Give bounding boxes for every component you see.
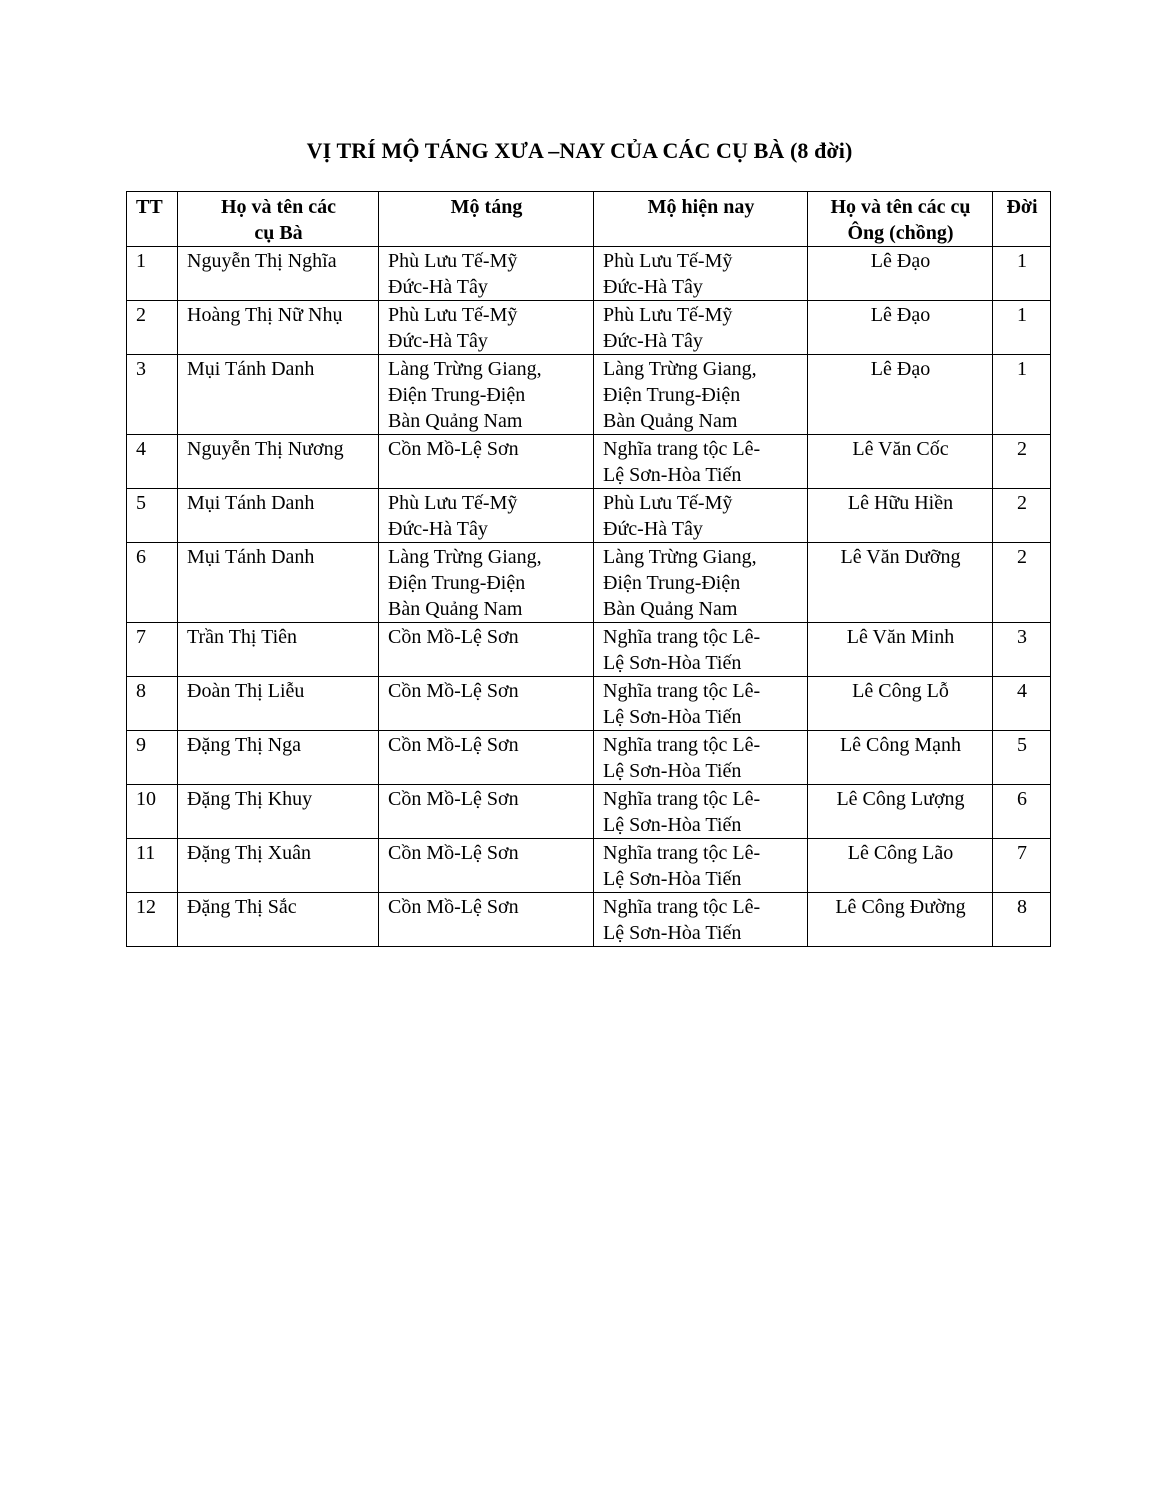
- cell-tt: 10: [127, 785, 178, 839]
- cell-name: Mụi Tánh Danh: [178, 355, 379, 435]
- table-header-row: [127, 192, 1051, 247]
- cell-husband: Lê Đạo: [808, 247, 993, 301]
- cell-tt: 8: [127, 677, 178, 731]
- table-row: [127, 785, 1051, 839]
- table-row: [127, 839, 1051, 893]
- cell-tt: 4: [127, 435, 178, 489]
- cell-name: Đoàn Thị Liễu: [178, 677, 379, 731]
- cell-old-grave-line: Bàn Quảng Nam: [388, 598, 523, 620]
- cell-old-grave: [379, 893, 594, 947]
- cell-name: Trần Thị Tiên: [178, 623, 379, 677]
- cell-generation: 5: [993, 731, 1051, 785]
- cell-tt: 7: [127, 623, 178, 677]
- cell-old-grave: [379, 301, 594, 355]
- cell-husband: Lê Công Lỗ: [808, 677, 993, 731]
- cell-old-grave-line: Đức-Hà Tây: [388, 276, 488, 298]
- cell-old-grave-line: Cồn Mồ-Lệ Sơn: [388, 438, 519, 460]
- cell-current-grave: [594, 731, 808, 785]
- cell-current-grave: [594, 677, 808, 731]
- cell-current-grave-line: Lệ Sơn-Hòa Tiến: [603, 922, 742, 944]
- cell-tt: 12: [127, 893, 178, 947]
- header-generation: Đời: [993, 192, 1051, 247]
- cell-name: Đặng Thị Nga: [178, 731, 379, 785]
- cell-old-grave: [379, 623, 594, 677]
- cell-old-grave: [379, 543, 594, 623]
- cell-generation: 6: [993, 785, 1051, 839]
- cell-generation: 1: [993, 247, 1051, 301]
- cell-current-grave: [594, 785, 808, 839]
- cell-current-grave: [594, 435, 808, 489]
- table-body: [127, 247, 1051, 947]
- cell-old-grave-line: Phù Lưu Tế-Mỹ: [388, 250, 518, 272]
- cell-current-grave: [594, 893, 808, 947]
- cell-current-grave-line: Lệ Sơn-Hòa Tiến: [603, 464, 742, 486]
- cell-old-grave: [379, 731, 594, 785]
- cell-current-grave-line: Bàn Quảng Nam: [603, 410, 738, 432]
- cell-old-grave-line: Bàn Quảng Nam: [388, 410, 523, 432]
- table-row: [127, 435, 1051, 489]
- cell-current-grave-line: Đức-Hà Tây: [603, 276, 703, 298]
- table-row: [127, 543, 1051, 623]
- cell-old-grave-line: Phù Lưu Tế-Mỹ: [388, 492, 518, 514]
- cell-husband: Lê Đạo: [808, 355, 993, 435]
- header-tt: TT: [127, 192, 178, 247]
- cell-old-grave-line: Làng Trừng Giang,: [388, 546, 542, 568]
- cell-current-grave-line: Lệ Sơn-Hòa Tiến: [603, 760, 742, 782]
- cell-husband: Lê Công Lão: [808, 839, 993, 893]
- cell-current-grave-line: Lệ Sơn-Hòa Tiến: [603, 652, 742, 674]
- cell-current-grave-line: Phù Lưu Tế-Mỹ: [603, 492, 733, 514]
- cell-current-grave: [594, 623, 808, 677]
- table-row: [127, 677, 1051, 731]
- cell-current-grave: [594, 543, 808, 623]
- cell-old-grave-line: Điện Trung-Điện: [388, 384, 526, 406]
- cell-current-grave-line: Nghĩa trang tộc Lê-: [603, 438, 761, 460]
- cell-husband: Lê Công Lượng: [808, 785, 993, 839]
- header-name: [178, 192, 379, 247]
- cell-current-grave-line: Phù Lưu Tế-Mỹ: [603, 250, 733, 272]
- cell-old-grave-line: Cồn Mồ-Lệ Sơn: [388, 626, 519, 648]
- cell-current-grave-line: Nghĩa trang tộc Lê-: [603, 734, 761, 756]
- cell-current-grave-line: Phù Lưu Tế-Mỹ: [603, 304, 733, 326]
- cell-current-grave-line: Làng Trừng Giang,: [603, 358, 757, 380]
- cell-current-grave: [594, 247, 808, 301]
- cell-tt: 2: [127, 301, 178, 355]
- cell-current-grave-line: Bàn Quảng Nam: [603, 598, 738, 620]
- cell-current-grave-line: Điện Trung-Điện: [603, 572, 741, 594]
- cell-old-grave-line: Phù Lưu Tế-Mỹ: [388, 304, 518, 326]
- table-row: [127, 247, 1051, 301]
- header-name-line: cụ Bà: [254, 222, 303, 244]
- cell-name: Đặng Thị Sắc: [178, 893, 379, 947]
- cell-husband: Lê Văn Dưỡng: [808, 543, 993, 623]
- header-husband: [808, 192, 993, 247]
- cell-husband: Lê Công Đường: [808, 893, 993, 947]
- cell-current-grave-line: Lệ Sơn-Hòa Tiến: [603, 868, 742, 890]
- cell-current-grave-line: Lệ Sơn-Hòa Tiến: [603, 706, 742, 728]
- cell-current-grave-line: Lệ Sơn-Hòa Tiến: [603, 814, 742, 836]
- header-old-grave: Mộ táng: [379, 192, 594, 247]
- cell-old-grave-line: Điện Trung-Điện: [388, 572, 526, 594]
- cell-current-grave-line: Nghĩa trang tộc Lê-: [603, 626, 761, 648]
- cell-tt: 9: [127, 731, 178, 785]
- cell-current-grave: [594, 839, 808, 893]
- cell-name: Đặng Thị Xuân: [178, 839, 379, 893]
- cell-tt: 6: [127, 543, 178, 623]
- cell-tt: 5: [127, 489, 178, 543]
- cell-husband: Lê Văn Cốc: [808, 435, 993, 489]
- cell-husband: Lê Công Mạnh: [808, 731, 993, 785]
- cell-current-grave-line: Đức-Hà Tây: [603, 330, 703, 352]
- cell-generation: 4: [993, 677, 1051, 731]
- cell-old-grave: [379, 435, 594, 489]
- cell-old-grave-line: Cồn Mồ-Lệ Sơn: [388, 842, 519, 864]
- cell-old-grave-line: Đức-Hà Tây: [388, 518, 488, 540]
- cell-name: Mụi Tánh Danh: [178, 489, 379, 543]
- table-row: [127, 731, 1051, 785]
- table-row: [127, 355, 1051, 435]
- header-husband-line: Họ và tên các cụ: [830, 196, 971, 218]
- table-row: [127, 623, 1051, 677]
- cell-current-grave: [594, 489, 808, 543]
- cell-current-grave-line: Làng Trừng Giang,: [603, 546, 757, 568]
- cell-tt: 3: [127, 355, 178, 435]
- cell-husband: Lê Văn Minh: [808, 623, 993, 677]
- table-row: [127, 893, 1051, 947]
- cell-name: Hoàng Thị Nữ Nhụ: [178, 301, 379, 355]
- cell-generation: 8: [993, 893, 1051, 947]
- cell-old-grave: [379, 355, 594, 435]
- cell-husband: Lê Hữu Hiền: [808, 489, 993, 543]
- cell-old-grave: [379, 677, 594, 731]
- cell-old-grave: [379, 839, 594, 893]
- cell-generation: 2: [993, 543, 1051, 623]
- cell-current-grave-line: Nghĩa trang tộc Lê-: [603, 896, 761, 918]
- cell-current-grave-line: Đức-Hà Tây: [603, 518, 703, 540]
- cell-old-grave-line: Cồn Mồ-Lệ Sơn: [388, 680, 519, 702]
- cell-current-grave-line: Nghĩa trang tộc Lê-: [603, 680, 761, 702]
- cell-name: Đặng Thị Khuy: [178, 785, 379, 839]
- cell-old-grave: [379, 247, 594, 301]
- cell-current-grave-line: Điện Trung-Điện: [603, 384, 741, 406]
- cell-current-grave: [594, 355, 808, 435]
- cell-current-grave-line: Nghĩa trang tộc Lê-: [603, 842, 761, 864]
- cell-old-grave-line: Đức-Hà Tây: [388, 330, 488, 352]
- page-title: VỊ TRÍ MỘ TÁNG XƯA –NAY CỦA CÁC CỤ BÀ (8 đời): [306, 138, 853, 163]
- cell-old-grave-line: Cồn Mồ-Lệ Sơn: [388, 788, 519, 810]
- cell-generation: 2: [993, 489, 1051, 543]
- cell-tt: 1: [127, 247, 178, 301]
- cell-tt: 11: [127, 839, 178, 893]
- cell-old-grave-line: Cồn Mồ-Lệ Sơn: [388, 734, 519, 756]
- cell-old-grave: [379, 489, 594, 543]
- cell-current-grave: [594, 301, 808, 355]
- table-row: [127, 489, 1051, 543]
- cell-old-grave: [379, 785, 594, 839]
- cell-name: Nguyễn Thị Nương: [178, 435, 379, 489]
- cell-old-grave-line: Cồn Mồ-Lệ Sơn: [388, 896, 519, 918]
- cell-generation: 1: [993, 355, 1051, 435]
- cell-husband: Lê Đạo: [808, 301, 993, 355]
- cell-generation: 2: [993, 435, 1051, 489]
- table-row: [127, 301, 1051, 355]
- cell-name: Mụi Tánh Danh: [178, 543, 379, 623]
- header-current-grave: Mộ hiện nay: [594, 192, 808, 247]
- header-husband-line: Ông (chồng): [847, 222, 954, 244]
- cell-generation: 1: [993, 301, 1051, 355]
- cell-current-grave-line: Nghĩa trang tộc Lê-: [603, 788, 761, 810]
- cell-generation: 3: [993, 623, 1051, 677]
- header-name-line: Họ và tên các: [221, 196, 336, 218]
- cell-old-grave-line: Làng Trừng Giang,: [388, 358, 542, 380]
- cell-generation: 7: [993, 839, 1051, 893]
- burial-table: [126, 191, 1051, 947]
- cell-name: Nguyễn Thị Nghĩa: [178, 247, 379, 301]
